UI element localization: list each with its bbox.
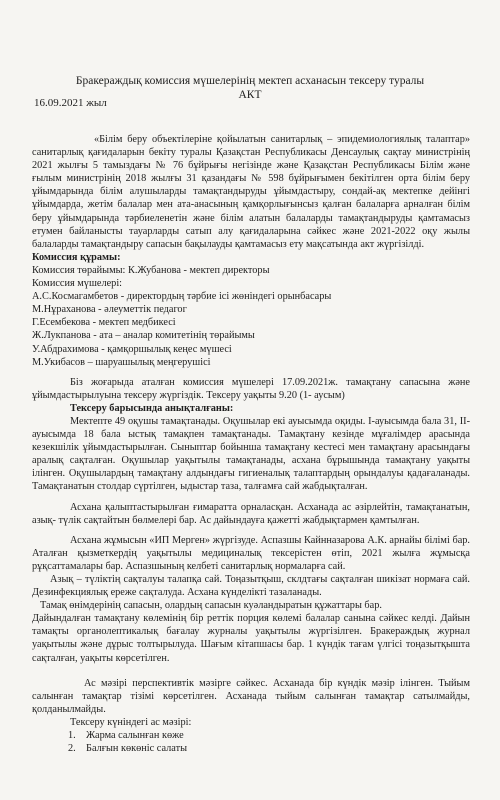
menu-item-number: 2. <box>68 743 76 755</box>
menu-item-text: Жарма салынған көже <box>86 730 184 742</box>
commission-member: Г.Есембекова - мектеп медбикесі <box>32 317 176 329</box>
commission-member: М.Нұраханова - әлеуметтік педагог <box>32 304 187 316</box>
findings-heading: Тексеру барысында анықталғаны: <box>70 402 234 414</box>
findings-paragraph-1: Мектепте 49 оқушы тамақтанады. Оқушылар екі ауысымда оқиды. І-ауысымда бала 31, ІІ-ауысымда 18 бала ыстық тамақпен тамақтанады. Тамақтану кезінде мұғалімдер арасында кезекшілік ұйымдастырылған. Сыныптар бойынша тамақтану кестесі мен тамақтану арасындағы аралық сақталған. Оқушылар уақытылы тамақтанады, асхана бұрышында тамақтану уақыты ілінген. Оқушылардың тамақтану алдындағы гигиеналық талаптардың орындалуы қадағаланады. Тамақтанатын столдар сүртілген, ыдыстар таза, талғамға сай жабдықталған. <box>32 415 470 493</box>
menu-item-number: 1. <box>68 730 76 742</box>
commission-member: А.С.Космагамбетов - директордың тәрбие ісі жөніндегі орынбасары <box>32 291 332 303</box>
findings-paragraph-5: Тамақ өнімдерінің сапасын, олардың сапасын куәландыратын құжаттары бар. <box>40 600 382 612</box>
title-line-1: Бракераждық комиссия мүшелерінің мектеп асханасын тексеру туралы <box>75 75 425 87</box>
menu-item <box>32 729 470 742</box>
menu-item <box>32 742 470 755</box>
commission-member: Ж.Лукпанова - ата – аналар комитетінің төрайымы <box>32 330 255 342</box>
commission-chair: Комиссия төрайымы: К.Жубанова - мектеп директоры <box>32 264 270 276</box>
menu-list <box>32 729 470 755</box>
commission-heading: Комиссия құрамы: <box>32 251 121 263</box>
title-line-2: АКТ <box>238 89 262 101</box>
inspection-paragraph: Біз жоғарыда аталған комиссия мүшелері 17.09.2021ж. тамақтану сапасына және ұйымдастырылуына тексеру жүргіздік. Тексеру уақыты 9.20 (1- аусым) <box>32 376 470 401</box>
findings-paragraph-3: Асхана жұмысын «ИП Мерген» жүргізуде. Аспазшы Кайнназарова А.К. арнайы білімі бар. Аталған қызметкердің уақытылы медициналық тексерістен өтіп, 2021 жылға жұмысқа рұқсаттамалары бар. Аспазшының келбеті санитарлық нормаларға сай. <box>32 534 470 572</box>
menu-item-text: Балғын көкөніс салаты <box>86 743 188 755</box>
document-date: 16.09.2021 жыл <box>34 97 107 109</box>
commission-member: У.Абдрахимова - қамқоршылық кеңес мүшесі <box>32 343 232 355</box>
findings-paragraph-6: Дайындалған тамақтану көлемінің бір реттік порция көлемі балалар санына сәйкес келді. Дайын тамақты органолептикалық бағалау журналы уақытылы жүргізілген. Бракераждық журнал уақытылы және дұрыс толтырылуда. Шағым кітапшасы бар. 1 күндік тағам үлгісі тоңазытқышта сақталған, уақыты көрсетілген. <box>32 613 470 664</box>
commission-members-heading: Комиссия мүшелері: <box>32 278 123 290</box>
findings-paragraph-4: Азық – түліктің сақталуы талапқа сай. Тоңазытқыш, склдтағы сақталған шикізат нормаға сай. Дезинфекциялық ереже сақталуда. Асхана күнделікті тазаланады. <box>32 574 470 599</box>
findings-paragraph-7: Ас мәзірі перспективтік мәзірге сәйкес. Асханада бір күндік мәзір ілінген. Тыйым салынған тамақтар тізімі көрсетілген. Асханада тыйым салынған тамақтар сатылмайды, қолданылмайды. <box>32 677 470 715</box>
findings-paragraph-2: Асхана қалыптастырылған ғимаратта орналасқан. Асханада ас әзірлейтін, тамақтанатын, азық- түлік сақтайтын бөлмелері бар. Ас дайындауға қажетті жабдықтармен қамтылған. <box>32 501 470 526</box>
commission-member: М.Укибасов – шаруашылық меңгерушісі <box>32 356 211 368</box>
menu-heading: Тексеру күніндегі ас мәзірі: <box>70 716 192 728</box>
intro-paragraph: «Білім беру объектілеріне қойылатын санитарлық – эпидемиологиялық талаптар» санитарлық қағидаларын бекіту туралы Қазақстан Республикасы Денсаулық сақтау министрінің 2021 жылғы 5 тамыздағы № 76 бұйрығы негізінде және Қазақстан Республикасы Білім және ғылым министрінің 2018 жылғы 31 қазандағы № 598 бұйрығымен бекітілген орта білім беру ұйымдарында білім алушыларды тамақтандыруды ұйымдастыру, сондай-ақ мектепке дейінгі ұйымдарда, жетім балалар мен ата-анасының қамқорлығынсыз қалған балаларға арналған білім беру ұйымдарында тәрбиеленетін және білім алатын балаларды тамақтандыруды қамтамасыз етумен байланысты тауарларды сатып алу қағидаларына сәйкес және 2021-2022 оқу жылы балаларды тамақтандыру сапасын бақылауды қамтамасыз ету мақсатында акт жүргізілді. <box>32 134 470 250</box>
document-body <box>32 133 470 755</box>
